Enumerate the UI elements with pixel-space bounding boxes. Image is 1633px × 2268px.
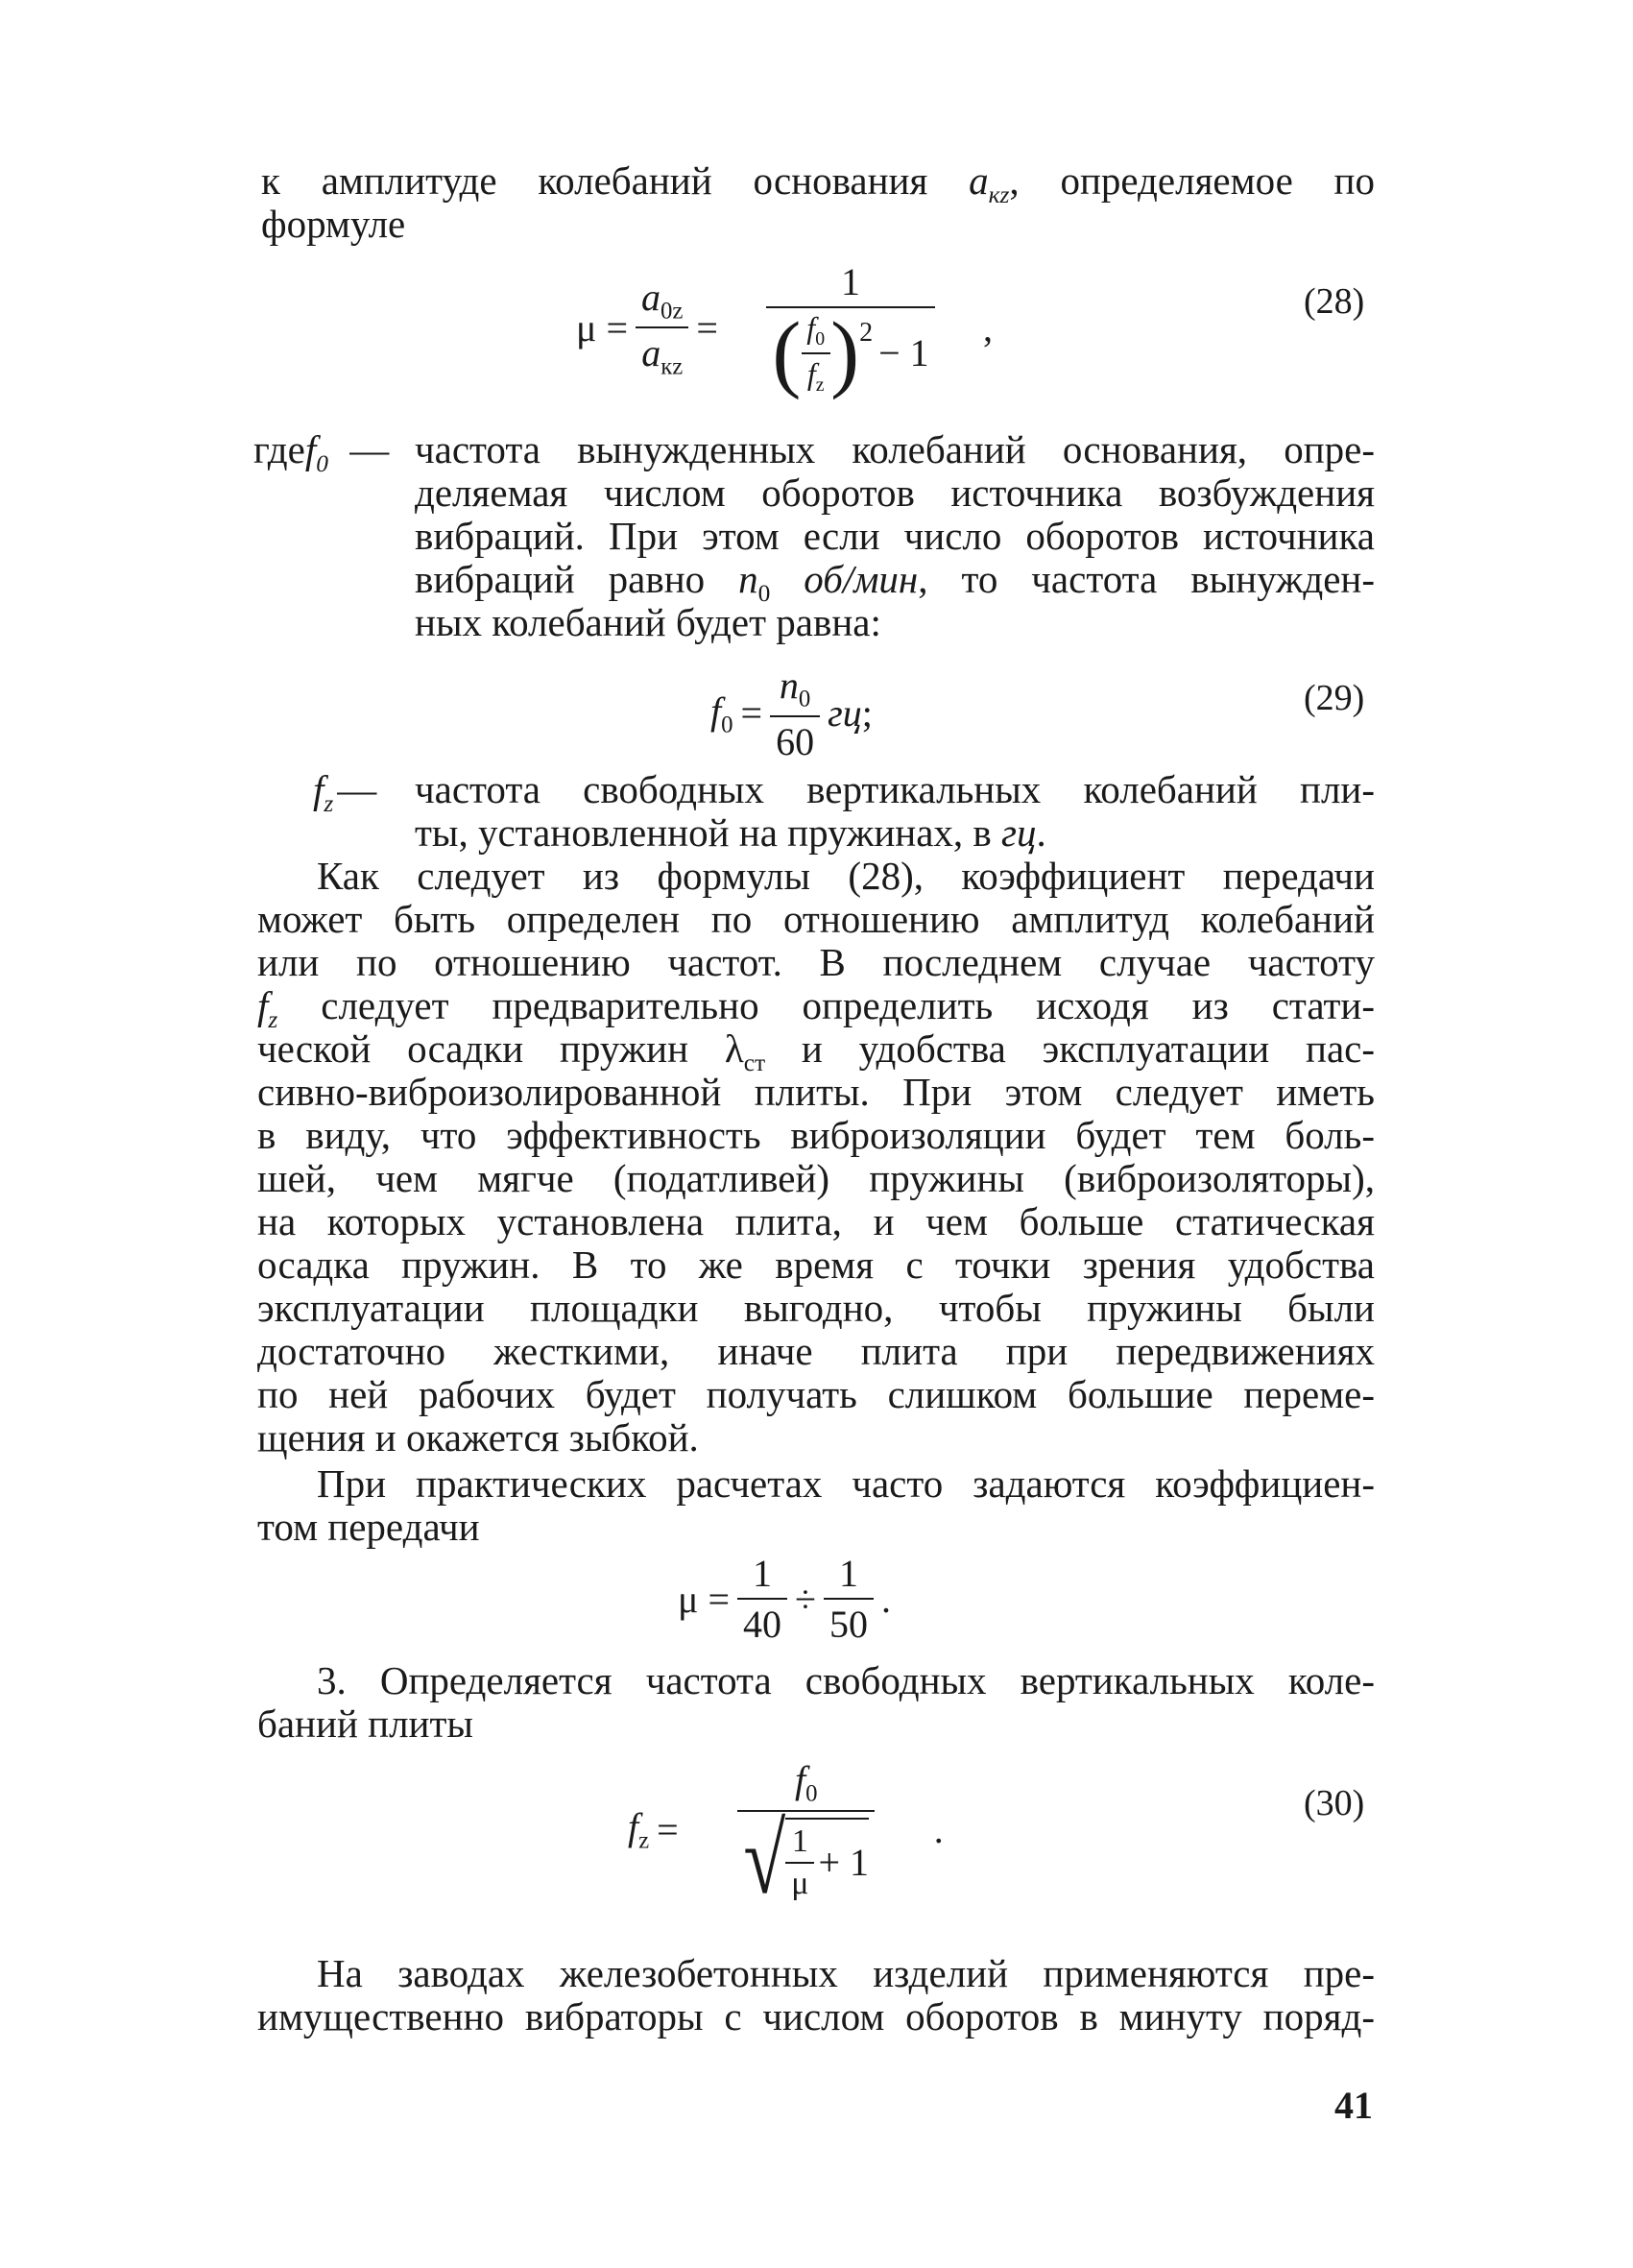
page-number: 41 — [1334, 2084, 1373, 2127]
paragraph-line: шей, чем мягче (податливей) пружины (виброизоляторы), — [257, 1156, 1375, 1200]
paragraph-line: эксплуатации площадки выгодно, чтобы пружины были — [257, 1286, 1375, 1330]
paragraph-line: На заводах железобетонных изделий применяются пре- — [317, 1951, 1375, 1995]
paragraph-line: 3. Определяется частота свободных вертикальных коле- — [317, 1658, 1375, 1702]
equation-number: (29) — [1304, 678, 1365, 718]
equation-28: μ = $\frac{a_{0z}}{a_{кz}}$ = 1 ( $\frac{f_0}{f_z}$ ) $^2$ − 1 , — [576, 260, 993, 400]
equation-number: (28) — [1304, 281, 1365, 322]
paragraph-line: Как следует из формулы (28), коэффициент передачи — [317, 854, 1375, 898]
text-line: частота вынужденных колебаний основания, опре- — [415, 427, 1375, 471]
text-line: деляемая числом оборотов источника возбуждения — [415, 470, 1375, 515]
paragraph-line: может быть определен по отношению амплитуд колебаний — [257, 897, 1375, 941]
symbol-a-kz: $a_{кz}$ — [969, 158, 1010, 208]
paragraph-line: том передачи — [257, 1505, 480, 1549]
equation-mu: μ = $\frac{1}{40}$ ÷ $\frac{1}{50}$ . — [678, 1552, 891, 1646]
equation-number: (30) — [1304, 1783, 1365, 1823]
paragraph-line: сивно-виброизолированной плиты. При этом следует иметь — [257, 1070, 1375, 1114]
text-line: формуле — [261, 202, 406, 246]
paragraph-line: имущественно вибраторы с числом оборотов в минуту поряд- — [257, 1994, 1375, 2039]
text-line: частота свободных вертикальных колебаний пли- — [415, 767, 1375, 811]
definition-label: $f_z—$ — [313, 767, 377, 817]
definition-label: гдеf$_0$ — — [253, 427, 390, 477]
paragraph-line: щения и окажется зыбкой. — [257, 1415, 699, 1460]
text-line: ных колебаний будет равна: — [415, 600, 881, 644]
paragraph-line: или по отношению частот. В последнем случае частоту — [257, 940, 1375, 984]
text-line: вибраций равно $n_0$ об/мин, то частота вынужден- — [415, 557, 1376, 607]
text-line: вибраций. При этом если число оборотов источника — [415, 514, 1375, 558]
equation-30: $f_z$ = $f_0$ √ $\frac{1}{\mu}$ + 1 . — [628, 1758, 944, 1915]
text-line: ты, установленной на пружинах, в гц. — [415, 810, 1046, 855]
equation-29: $f_0$ = $\frac{n_0}{60}$ гц; — [710, 664, 873, 763]
text-line: к амплитуде колебаний основания $a_{кz}$, определяемое по — [261, 158, 1375, 208]
paragraph-line: в виду, что эффективность виброизоляции будет тем боль- — [257, 1113, 1375, 1157]
paragraph-line: ческой осадки пружин $\lambda_{ст}$ и удобства эксплуатации пас- — [257, 1026, 1375, 1076]
paragraph-line: баний плиты — [257, 1701, 473, 1746]
paragraph-line: осадка пружин. В то же время с точки зрения удобства — [257, 1243, 1375, 1287]
paragraph-line: достаточно жесткими, иначе плита при передвижениях — [257, 1329, 1375, 1373]
paragraph-line: по ней рабочих будет получать слишком большие переме- — [257, 1372, 1375, 1416]
paragraph-line: $f_z$ следует предварительно определить исходя из стати- — [257, 983, 1375, 1033]
paragraph-line: на которых установлена плита, и чем больше статическая — [257, 1199, 1375, 1243]
paragraph-line: При практических расчетах часто задаются коэффициен- — [317, 1461, 1375, 1506]
